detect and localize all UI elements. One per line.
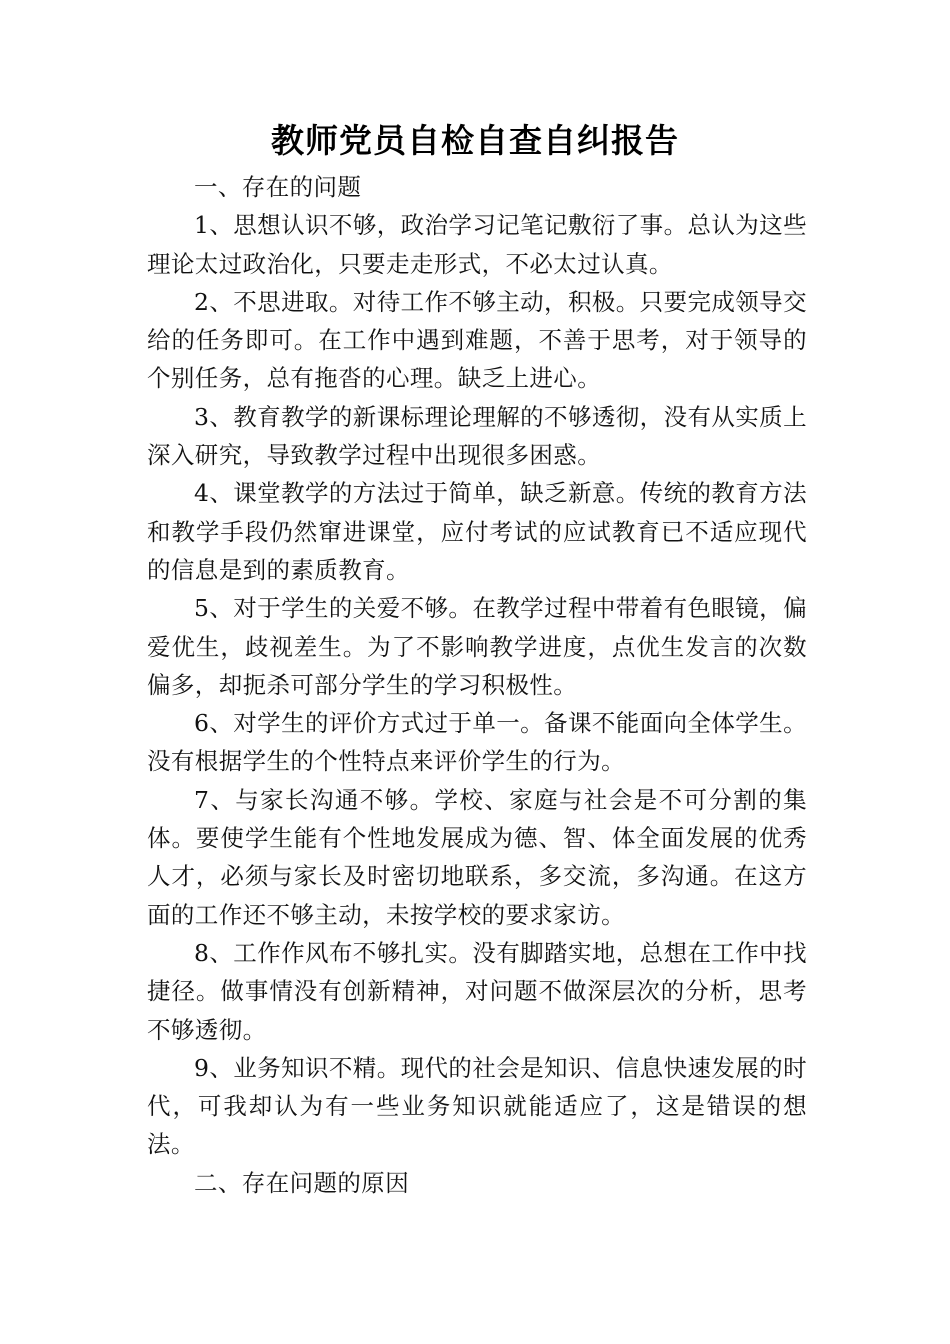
paragraph-item-7: 7、与家长沟通不够。学校、家庭与社会是不可分割的集体。要使学生能有个性地发展成为德、智、体全面发展的优秀人才，必须与家长及时密切地联系，多交流，多沟通。在这方面的工作还不够主动，未按学校的要求家访。 [147, 785, 807, 929]
paragraph-item-4: 4、课堂教学的方法过于简单，缺乏新意。传统的教育方法和教学手段仍然窜进课堂，应付考试的应试教育已不适应现代的信息是到的素质教育。 [147, 479, 807, 584]
paragraph-item-6: 6、对学生的评价方式过于单一。备课不能面向全体学生。没有根据学生的个性特点来评价学生的行为。 [147, 709, 807, 776]
paragraph-item-8: 8、工作作风布不够扎实。没有脚踏实地，总想在工作中找捷径。做事情没有创新精神，对问题不做深层次的分析，思考不够透彻。 [147, 938, 807, 1044]
paragraph-item-1: 1、思想认识不够，政治学习记笔记敷衍了事。总认为这些理论太过政治化，只要走走形式，不必太过认真。 [147, 211, 807, 278]
section-heading-problems: 一、存在的问题 [194, 173, 362, 201]
paragraph-item-2: 2、不思进取。对待工作不够主动，积极。只要完成领导交给的任务即可。在工作中遇到难题，不善于思考，对于领导的个别任务，总有拖沓的心理。缺乏上进心。 [147, 287, 807, 393]
paragraph-item-5: 5、对于学生的关爱不够。在教学过程中带着有色眼镜，偏爱优生，歧视差生。为了不影响教学进度，点优生发言的次数偏多，却扼杀可部分学生的学习积极性。 [147, 594, 807, 699]
section-heading-causes: 二、存在问题的原因 [194, 1168, 410, 1197]
paragraph-item-9: 9、业务知识不精。现代的社会是知识、信息快速发展的时代，可我却认为有一些业务知识就能适应了，这是错误的想法。 [147, 1053, 807, 1159]
paragraph-item-3: 3、教育教学的新课标理论理解的不够透彻，没有从实质上深入研究，导致教学过程中出现很多困惑。 [147, 402, 807, 470]
document-body [147, 168, 807, 1202]
document-title: 教师党员自检自查自纠报告 [271, 121, 679, 160]
